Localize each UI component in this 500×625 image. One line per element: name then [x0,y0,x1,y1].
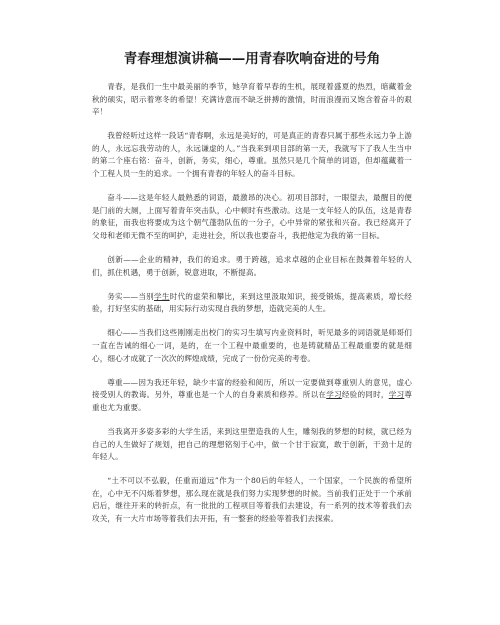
paragraph-7-text-rest: 尊重也尤为重要。 [92,390,413,412]
paragraph-5 [92,291,412,316]
paragraph-7-text-mid: 经验的同时， [341,390,389,400]
paragraph-9: “土不可以不弘毅，任重而道远”作为一个80后的年轻人，一个国家，一个民族的希望所在，心中无不闪烁着梦想，那么现在就是我们努力实现梦想的时候。当前我们正处于一个承前启后，继往开来的转折点，有一批批的工程项目等着我们去建设，有一系列的技术等着我们去攻关，有一大片市场等着我们去开拓，有一整套的经验等着我们去探索。 [92,476,412,524]
paragraph-1: 青春，是我们一生中最美丽的季节，她孕育着早春的生机，展现着盛夏的热烈，暗藏着金秋的硕实，昭示着寒冬的希望！充满诗意而不缺乏拼搏的激情，时而浪漫而又饱含着奋斗的艰辛！ [92,82,412,117]
paragraph-7 [92,377,412,415]
paragraph-3: 奋斗——这是年轻人最熟悉的词语，最激昂的决心。初项目部时，一眼望去，最醒目的便是门前的大厕，上面写着青年突击队，心中顿时有些激动。这是一支年轻人的队伍，这是青春的象征，而我也将要成为这个朝气蓬勃队伍的一分子，心中异常的紧张和兴奋。我已经离开了父母和老师无微不至的呵护，走进社会，所以我也要奋斗，我把他定为我的第一目标。 [92,193,412,240]
paragraph-5-text-rest: 时代的虚荣和攀比，来到这里汲取知识，接受锻炼，提高素质，增长经验，打好坚实的基础，用实际行动实现自我的梦想，造就完美的人生。 [92,291,412,314]
document-title: 青春理想演讲稿——用青春吹响奋进的号角 [123,51,381,67]
link-xuexi-2[interactable]: 学习 [388,390,405,400]
paragraph-5-text: 务实——当别 [107,291,154,301]
paragraph-7-text: 尊重——因为我还年轻，缺少丰富的经验和阅历，所以一定要做到尊重别人的意见，虚心接受别人的教诲。另外，尊重也是一个人的自身素质和修养。所以在 [92,377,412,400]
paragraph-4: 创新——企业的精神，我们的追求。勇于跨越，追求卓越的企业目标在鼓舞着年轻的人们，抓住机遇，勇于创新，锐意进取，不断提高。 [92,255,412,277]
paragraph-8: 当我离开多姿多彩的大学生活，来到这里塑造我的人生，雕刻我的梦想的时候，就已经为自己的人生做好了规划，把自己的理想铭刻于心中，做一个甘于寂寞，敢于创新，干劲十足的年轻人。 [92,426,412,462]
paragraph-2: 我曾经听过这样一段话“青春啊，永远是美好的，可是真正的青春只属于那些永远力争上游的人，永远忘我劳动的人，永远谦虚的人。”当我来到项目部的第一天，我就写下了我人生当中的第二个座右铭：奋斗，创新，务实，细心，尊重。虽然只是几个简单的词语，但却蕴藏着一个工程人员一生的追求。一个拥有青春的年轻人的奋斗目标。 [92,131,412,179]
link-xuexi-1[interactable]: 学习 [326,390,342,400]
link-xuesheng[interactable]: 学生 [154,291,170,301]
paragraph-6: 细心——当我们这些刚刚走出校门的实习生填写内业资料时，听见最多的词语就是师哥们一直在告诫的细心一词，是的，在一个工程中最重要的，也是铸就精品工程最重要的就是细心，细心才成就了一次次的辉煌成绩，完成了一份份完美的考卷。 [92,328,412,363]
